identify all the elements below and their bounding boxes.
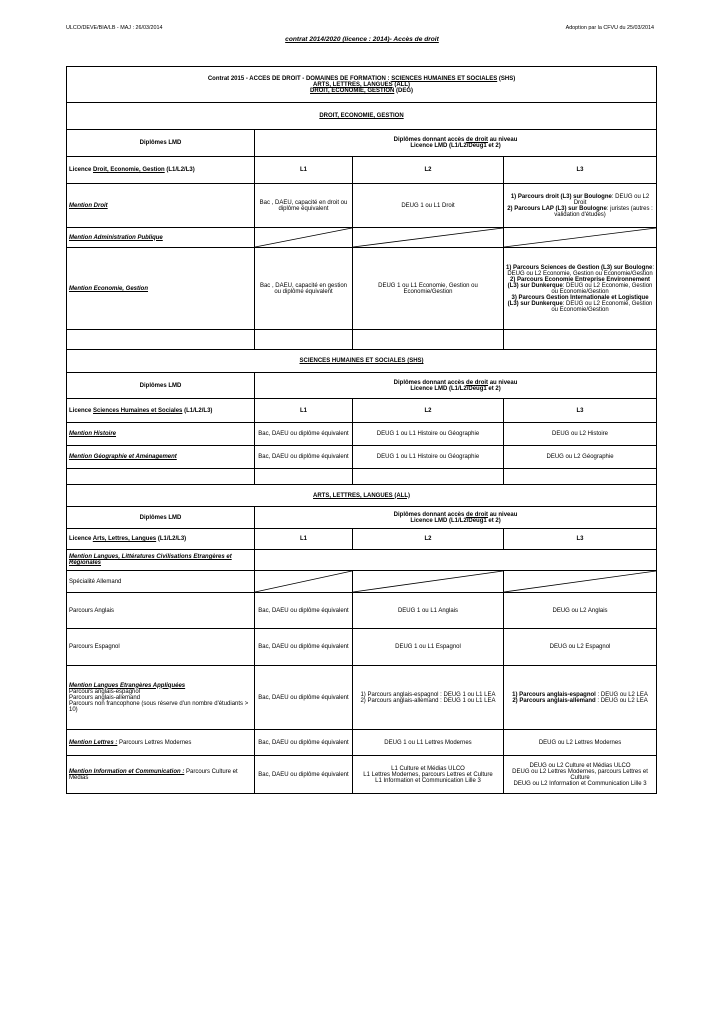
lea-l3: 1) Parcours anglais-espagnol : DEUG ou L2 LEA 2) Parcours anglais-allemand : DEUG ou L2 LEA: [504, 666, 657, 730]
empty-cell: [67, 469, 255, 485]
col-header-diplomes: Diplômes LMD: [67, 130, 255, 157]
info-l1: Bac, DAEU ou diplôme équivalent: [255, 756, 353, 794]
parcours-anglais: Parcours Anglais: [67, 593, 255, 629]
espagnol-l2: DEUG 1 ou L1 Espagnol: [353, 629, 504, 666]
histoire-l2: DEUG 1 ou L1 Histoire ou Géographie: [353, 423, 504, 446]
specialite-allemand: Spécialité Allemand: [67, 571, 255, 593]
info-l2: L1 Culture et Médias ULCO L1 Lettres Modernes, parcours Lettres et Culture L1 Information et Communication Lille 3: [353, 756, 504, 794]
col-header-acces: Diplômes donnant accès de droit au niveau Licence LMD (L1/L2/Deug1 et 2): [255, 130, 657, 157]
anglais-l3: DEUG ou L2 Anglais: [504, 593, 657, 629]
col-header-diplomes: Diplômes LMD: [67, 507, 255, 529]
empty-cell: [255, 469, 353, 485]
empty-cell: [353, 330, 504, 350]
document-subtitle: contrat 2014/2020 (licence : 2014)- Accès de droit: [285, 36, 439, 43]
empty-cell: [255, 330, 353, 350]
anglais-l2: DEUG 1 ou L1 Anglais: [353, 593, 504, 629]
lea-l1: Bac, DAEU ou diplôme équivalent: [255, 666, 353, 730]
licence-row-shs: Licence Sciences Humaines et Sociales (L1/L2/L3): [67, 399, 255, 423]
geo-l3: DEUG ou L2 Géographie: [504, 446, 657, 469]
empty-cell: [255, 571, 353, 593]
histoire-l1: Bac, DAEU ou diplôme équivalent: [255, 423, 353, 446]
level-l1: L1: [255, 399, 353, 423]
empty-cell: [504, 228, 657, 248]
mention-economie-gestion: Mention Economie, Gestion: [67, 248, 255, 330]
lettres-l3: DEUG ou L2 Lettres Modernes: [504, 730, 657, 756]
parcours-espagnol: Parcours Espagnol: [67, 629, 255, 666]
mention-histoire: Mention Histoire: [67, 423, 255, 446]
eco-l2: DEUG 1 ou L1 Economie, Gestion ou Economie/Gestion: [353, 248, 504, 330]
empty-cell: [353, 228, 504, 248]
level-l1: L1: [255, 157, 353, 184]
espagnol-l3: DEUG ou L2 Espagnol: [504, 629, 657, 666]
anglais-l1: Bac, DAEU ou diplôme équivalent: [255, 593, 353, 629]
info-l3: DEUG ou L2 Culture et Médias ULCO DEUG ou L2 Lettres Modernes, parcours Lettres et Culture DEUG ou L2 Information et Communication Lille 3: [504, 756, 657, 794]
licence-row-all: Licence Arts, Lettres, Langues (L1/L2/L3): [67, 529, 255, 550]
mention-lea: Mention Langues Etrangères Appliquées Parcours anglais-espagnol Parcours anglais-allemand Parcours non francophone (sous réserve d'un nombre d'étudiants > 10): [67, 666, 255, 730]
lettres-l1: Bac, DAEU ou diplôme équivalent: [255, 730, 353, 756]
empty-cell: [255, 550, 657, 571]
level-l2: L2: [353, 399, 504, 423]
level-l3: L3: [504, 399, 657, 423]
section-title-all: ARTS, LETTRES, LANGUES (ALL): [67, 485, 657, 507]
table-title: Contrat 2015 - ACCES DE DROIT - DOMAINES DE FORMATION : SCIENCES HUMAINES ET SOCIALES (SHS) ARTS, LETTRES, LANGUES (ALL) DROIT, ECONOMIE, GESTION (DEG): [67, 67, 657, 103]
level-l3: L3: [504, 157, 657, 184]
empty-cell: [504, 571, 657, 593]
section-title-shs: SCIENCES HUMAINES ET SOCIALES (SHS): [67, 350, 657, 373]
espagnol-l1: Bac, DAEU ou diplôme équivalent: [255, 629, 353, 666]
level-l1: L1: [255, 529, 353, 550]
empty-cell: [353, 469, 504, 485]
empty-cell: [504, 330, 657, 350]
mention-lettres: Mention Lettres : Parcours Lettres Modernes: [67, 730, 255, 756]
droit-l1: Bac , DAEU, capacité en droit ou diplôme équivalent: [255, 184, 353, 228]
droit-l3: 1) Parcours droit (L3) sur Boulogne: DEUG ou L2 Droit 2) Parcours LAP (L3) sur Boulogne: juristes (autres : validation d'études): [504, 184, 657, 228]
geo-l1: Bac, DAEU ou diplôme équivalent: [255, 446, 353, 469]
level-l2: L2: [353, 157, 504, 184]
eco-l1: Bac , DAEU, capacité en gestion ou diplôme équivalent: [255, 248, 353, 330]
col-header-acces: Diplômes donnant accès de droit au niveau Licence LMD (L1/L2/Deug1 et 2): [255, 373, 657, 399]
empty-cell: [67, 330, 255, 350]
level-l2: L2: [353, 529, 504, 550]
mention-admin-publique: Mention Administration Publique: [67, 228, 255, 248]
geo-l2: DEUG 1 ou L1 Histoire ou Géographie: [353, 446, 504, 469]
header-left-reference: ULCO/DEVE/BIA/LB - MAJ : 26/03/2014: [66, 25, 163, 31]
col-header-diplomes: Diplômes LMD: [67, 373, 255, 399]
empty-cell: [353, 571, 504, 593]
section-title-deg: DROIT, ECONOMIE, GESTION: [67, 103, 657, 130]
lea-l2: 1) Parcours anglais-espagnol : DEUG 1 ou L1 LEA 2) Parcours anglais-allemand : DEUG 1 ou L1 LEA: [353, 666, 504, 730]
mention-info-com: Mention Information et Communication : Parcours Culture et Médias: [67, 756, 255, 794]
licence-row-deg: Licence Droit, Economie, Gestion (L1/L2/L3): [67, 157, 255, 184]
empty-cell: [504, 469, 657, 485]
droit-l2: DEUG 1 ou L1 Droit: [353, 184, 504, 228]
lettres-l2: DEUG 1 ou L1 Lettres Modernes: [353, 730, 504, 756]
eco-l3: 1) Parcours Sciences de Gestion (L3) sur Boulogne: DEUG ou L2 Economie, Gestion ou Economie/Gestion 2) Parcours Economie Entreprise Environnement (L3) sur Dunkerque: DEUG ou L2 Economie, Gestion ou Economie/Gestion 3) Parcours Gestion Internationale et Logistique (L3) sur Dunkerque: DEUG ou L2 Economie, Gestion ou Economie/Gestion: [504, 248, 657, 330]
col-header-acces: Diplômes donnant accès de droit au niveau Licence LMD (L1/L2/Deug1 et 2): [255, 507, 657, 529]
empty-cell: [255, 228, 353, 248]
mention-llcer: Mention Langues, Littératures Civilisations Etrangères et Régionales: [67, 550, 255, 571]
level-l3: L3: [504, 529, 657, 550]
mention-geographie: Mention Géographie et Aménagement: [67, 446, 255, 469]
histoire-l3: DEUG ou L2 Histoire: [504, 423, 657, 446]
access-table: [66, 66, 657, 794]
header-right-adoption: Adoption par la CFVU du 25/03/2014: [565, 25, 654, 31]
mention-droit: Mention Droit: [67, 184, 255, 228]
